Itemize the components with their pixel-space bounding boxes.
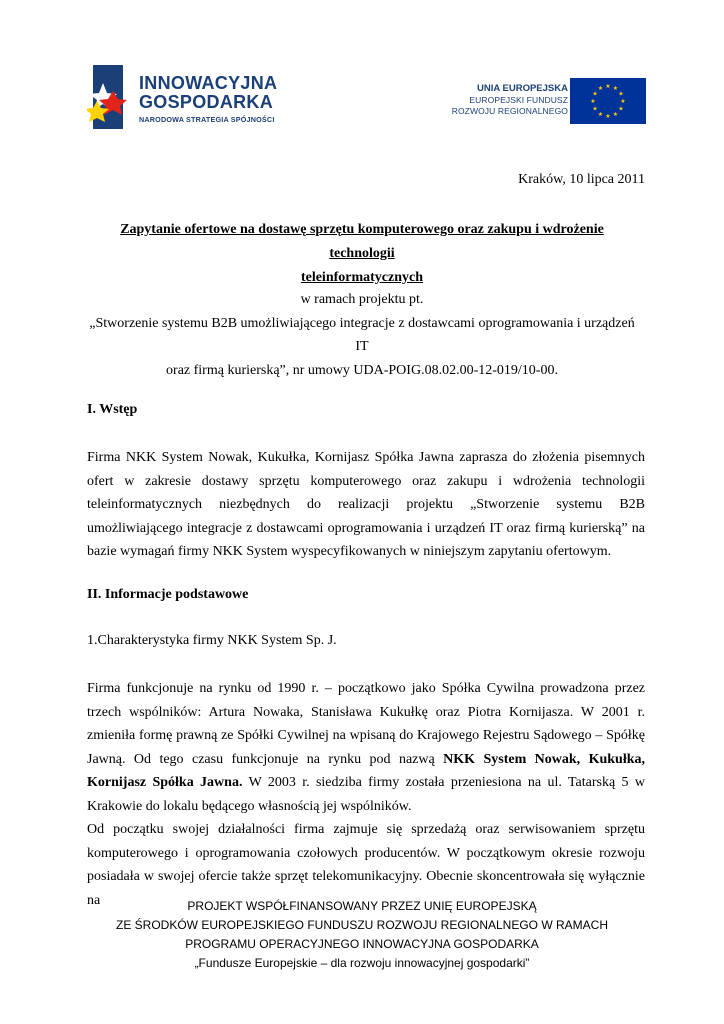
section-2-subheading: 1.Charakterystyka firmy NKK System Sp. J. [87,633,337,648]
section-2-paragraph-1 [87,677,645,818]
section-1-paragraph: Firma NKK System Nowak, Kukułka, Kornijasz Spółka Jawna zaprasza do złożenia pisemnych ofert w zakresie dostawy sprzętu komputerowego oraz zakupu i wdrożenia technologii teleinformatycznych niezbędnych do realizacji projektu „Stworzenie systemu B2B umożliwiającego integracje z dostawcami oprogramowania i urządzeń IT oraz firmą kurierską” na bazie wymagań firmy NKK System wyspecyfikowanych w niniejszym zapytaniu ofertowym. [87,450,645,559]
eu-logo [451,78,646,124]
paragraph-1-text-end: W 2003 r. siedziba firmy została przeniesiona na ul. Tatarską 5 w Krakowie do lokalu będącego własnością jej wspólników. [87,775,646,814]
logo-line-1: INNOWACYJNA [139,73,278,93]
eu-star-icon: ★ [618,91,624,98]
page-footer [87,897,637,973]
star-logo-icon [87,63,137,131]
document-date: Kraków, 10 lipca 2011 [518,172,645,187]
eu-line-3: ROZWOJU REGIONALNEGO [451,106,568,116]
title-line-1: Zapytanie ofertowe na dostawę sprzętu komputerowego oraz zakupu i wdrożenie technologii [120,222,604,261]
eu-star-icon: ★ [597,111,604,118]
footer-line-3: PROGRAMU OPERACYJNEGO INNOWACYJNA GOSPODARKA [185,937,539,951]
eu-star-icon: ★ [592,106,598,113]
eu-star-icon: ★ [590,99,596,105]
logo-line-2: GOSPODARKA [139,92,274,112]
eu-star-icon: ★ [605,84,611,90]
eu-line-1: UNIA EUROPEJSKA [477,83,568,94]
paragraph-1-text: Firma funkcjonuje na rynku od 1990 r. – początkowo jako Spółka Cywilna prowadzona przez trzech wspólników: Artura Nowaka, Stanisława Kukułkę oraz Piotra Kornijasza. W 2001 r. zmieniła formę prawną ze Spółki Cywilnej na wpisaną do Krajowego Rejestru Sądowego – Spółkę Jawną. Od tego czasu funkcjonuje na rynku pod nazwą [87,681,645,767]
title-line-2: teleinformatycznych [300,270,424,285]
footer-line-4: „Fundusze Europejskie – dla rozwoju innowacyjnej gospodarki” [194,956,530,970]
eu-star-icon: ★ [620,99,626,105]
eu-star-icon: ★ [605,114,611,120]
eu-flag-icon [570,78,646,124]
project-line-1: w ramach projektu pt. [300,292,424,307]
section-2-paragraph-2: Od początku swojej działalności firma zajmuje się sprzedażą oraz serwisowaniem sprzętu komputerowego i oprogramowania czołowych producentów. W początkowym okresie rozwoju posiadała w swojej ofercie także sprzęt telekomunikacyjny. Obecnie skoncentrowała się wyłącznie na [87,822,645,908]
eu-star-icon: ★ [597,86,604,93]
project-line-2: „Stworzenie systemu B2B umożliwiającego integracje z dostawcami oprogramowania i urządzeń IT [89,315,635,354]
project-info [87,288,637,382]
section-1-heading: I. Wstęp [87,402,138,417]
eu-star-icon: ★ [592,91,598,98]
company-name-bold: NKK System Nowak, Kukułka, Kornijasz Spółka Jawna. [87,751,646,790]
eu-star-icon: ★ [618,106,624,113]
footer-line-1: PROJEKT WSPÓŁFINANSOWANY PRZEZ UNIĘ EUROPEJSKĄ [187,899,537,913]
section-2-heading: II. Informacje podstawowe [87,587,249,602]
project-line-3: oraz firmą kurierską”, nr umowy UDA-POIG.08.02.00-12-019/10-00. [166,362,558,378]
eu-star-icon: ★ [612,86,619,93]
eu-line-2: EUROPEJSKI FUNDUSZ [469,95,568,105]
document-title [87,218,637,290]
innowacyjna-gospodarka-logo [87,63,297,131]
footer-line-2: ZE ŚRODKÓW EUROPEJSKIEGO FUNDUSZU ROZWOJU REGIONALNEGO W RAMACH [115,918,609,932]
eu-star-icon: ★ [612,111,619,118]
logo-line-3: NARODOWA STRATEGIA SPÓJNOŚCI [139,115,275,124]
